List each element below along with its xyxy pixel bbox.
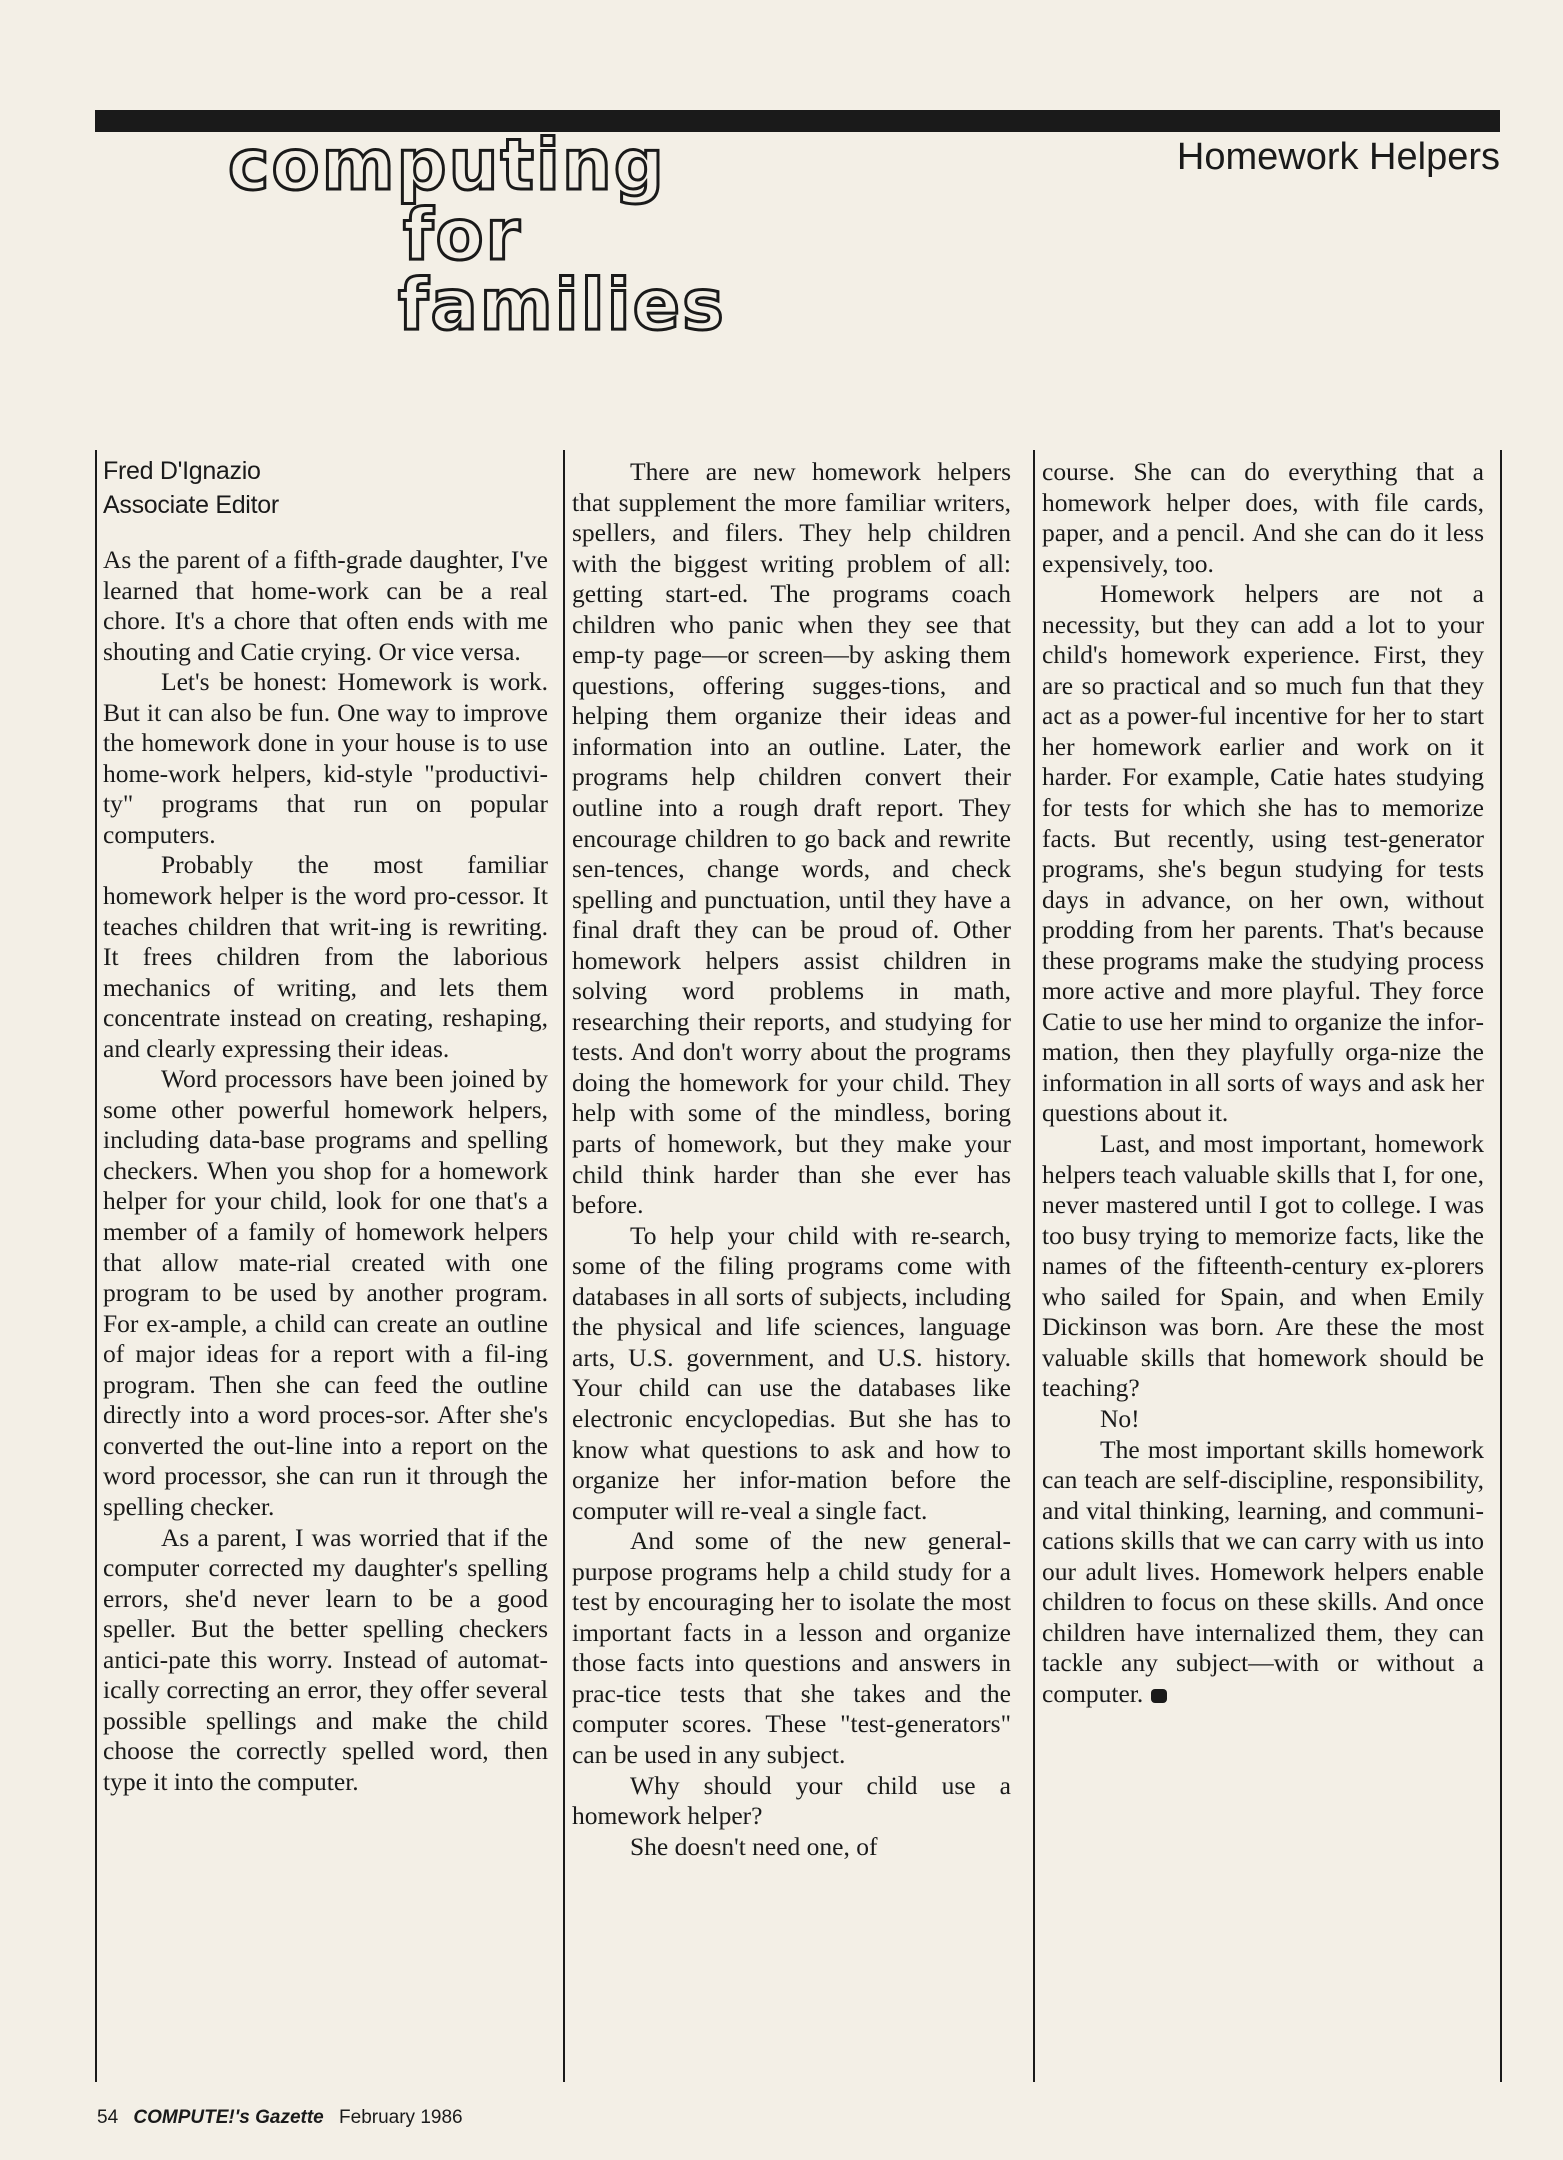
column-divider xyxy=(563,450,565,2082)
paragraph: And some of the new general-purpose programs help a child study for a test by encouraging her to isolate the most important facts in a lesson and organize those facts into questions and answers in prac-tice tests that she takes and the computer scores. These "test-generators" can be used in any subject. xyxy=(572,1526,1011,1769)
paragraph: course. She can do everything that a homework helper does, with file cards, paper, and a pencil. And she can do it less expensively, too. xyxy=(1042,457,1484,578)
article-title: Homework Helpers xyxy=(1176,136,1500,178)
logo-word-for: for xyxy=(403,194,523,276)
issue-date: February 1986 xyxy=(339,2107,463,2128)
column-divider xyxy=(1500,450,1502,2082)
end-of-article-icon xyxy=(1151,1689,1167,1703)
paragraph: Homework helpers are not a necessity, but they can add a lot to your child's homework experience. First, they are so practical and so much fun that they act as a power-ful incentive for her to start her homework earlier and work on it harder. For example, Catie hates studying for tests for which she has to memorize facts. But recently, using test-generator programs, she's begun studying for tests days in advance, on her own, without prodding from her parents. That's because these programs make the studying process more active and more playful. They force Catie to use her mind to organize the infor-mation, then they playfully orga-nize the information in all sorts of ways and ask her questions about it. xyxy=(1042,579,1484,1128)
author-name: Fred D'Ignazio xyxy=(103,457,261,485)
page-number: 54 xyxy=(97,2107,119,2128)
paragraph-text: The most important skills homework can teach are self-discipline, responsibility, and vital thinking, learning, and communi-cations skills that we can carry with us into our adult lives. Homework helpers enable children to focus on these skills. And once children have internalized them, they can tackle any subject—with or without a computer. xyxy=(1042,1434,1484,1708)
paragraph: Probably the most familiar homework helper is the word pro-cessor. It teaches children that writ-ing is rewriting. It frees children from the laborious mechanics of writing, and lets them concentrate instead on creating, reshaping, and clearly expressing their ideas. xyxy=(103,850,548,1063)
paragraph: Why should your child use a homework helper? xyxy=(572,1770,1011,1831)
paragraph: To help your child with re-search, some of the filing programs come with databases in all sorts of subjects, including the physical and life sciences, language arts, U.S. government, and U.S. history. Your child can use the databases like electronic encyclopedias. But she has to know what questions to ask and how to organize her infor-mation before the computer will re-veal a single fact. xyxy=(572,1220,1011,1525)
paragraph: Last, and most important, homework helpers teach valuable skills that I, for one, never mastered until I got to college. I was too busy trying to memorize facts, like the names of the fifteenth-century ex-plorers who sailed for Spain, and when Emily Dickinson was born. Are these the most valuable skills that homework should be teaching? xyxy=(1042,1129,1484,1403)
paragraph: Let's be honest: Homework is work. But it can also be fun. One way to improve the homework done in your house is to use home-work helpers, kid-style "productivi-ty" programs that run on popular computers. xyxy=(103,667,548,849)
column-logo xyxy=(228,120,748,350)
byline xyxy=(103,454,279,522)
paragraph: As the parent of a fifth-grade daughter, I've learned that home-work can be a real chore. It's a chore that often ends with me shouting and Catie crying. Or vice versa. xyxy=(103,545,548,666)
logo-word-computing: computing xyxy=(228,124,666,206)
article-column-1 xyxy=(103,545,548,1797)
logo-word-families: families xyxy=(398,264,726,346)
paragraph: There are new homework helpers that supplement the more familiar writers, spellers, and filers. They help children with the biggest writing problem of all: getting start-ed. The programs coach children who panic when they see that emp-ty page—or screen—by asking them questions, offering sugges-tions, and helping them organize their ideas and information into an outline. Later, the programs help children convert their outline into a rough draft report. They encourage children to go back and rewrite sen-tences, change words, and check spelling and punctuation, until they have a final draft they can be proud of. Other homework helpers assist children in solving word problems in math, researching their reports, and studying for tests. And don't worry about the programs doing the homework for your child. They help with some of the mindless, boring parts of homework, but they make your child think harder than she ever has before. xyxy=(572,457,1011,1220)
paragraph: She doesn't need one, of xyxy=(630,1831,878,1861)
article-column-3 xyxy=(1042,457,1484,1709)
page-footer xyxy=(97,2107,463,2129)
paragraph: As a parent, I was worried that if the computer corrected my daughter's spelling errors, she'd never learn to be a good speller. But the better spelling checkers antici-pate this worry. Instead of automat-ically correcting an error, they offer several possible spellings and make the child choose the correctly spelled word, then type it into the computer. xyxy=(103,1522,548,1796)
publication-name: COMPUTE!'s Gazette xyxy=(133,2107,324,2128)
paragraph xyxy=(1042,1435,1484,1710)
paragraph: No! xyxy=(1100,1403,1140,1433)
article-column-2 xyxy=(572,457,1011,1862)
column-divider xyxy=(1033,450,1035,2082)
paragraph: Word processors have been joined by some other powerful homework helpers, including data-base programs and spelling checkers. When you shop for a homework helper for your child, look for one that's a member of a family of homework helpers that allow mate-rial created with one program to be used by another program. For ex-ample, a child can create an outline of major ideas for a report with a fil-ing program. Then she can feed the outline directly into a word proces-sor. After she's converted the out-line into a report on the word processor, she can run it through the spelling checker. xyxy=(103,1064,548,1521)
column-divider xyxy=(95,450,97,2082)
author-role: Associate Editor xyxy=(103,491,279,519)
